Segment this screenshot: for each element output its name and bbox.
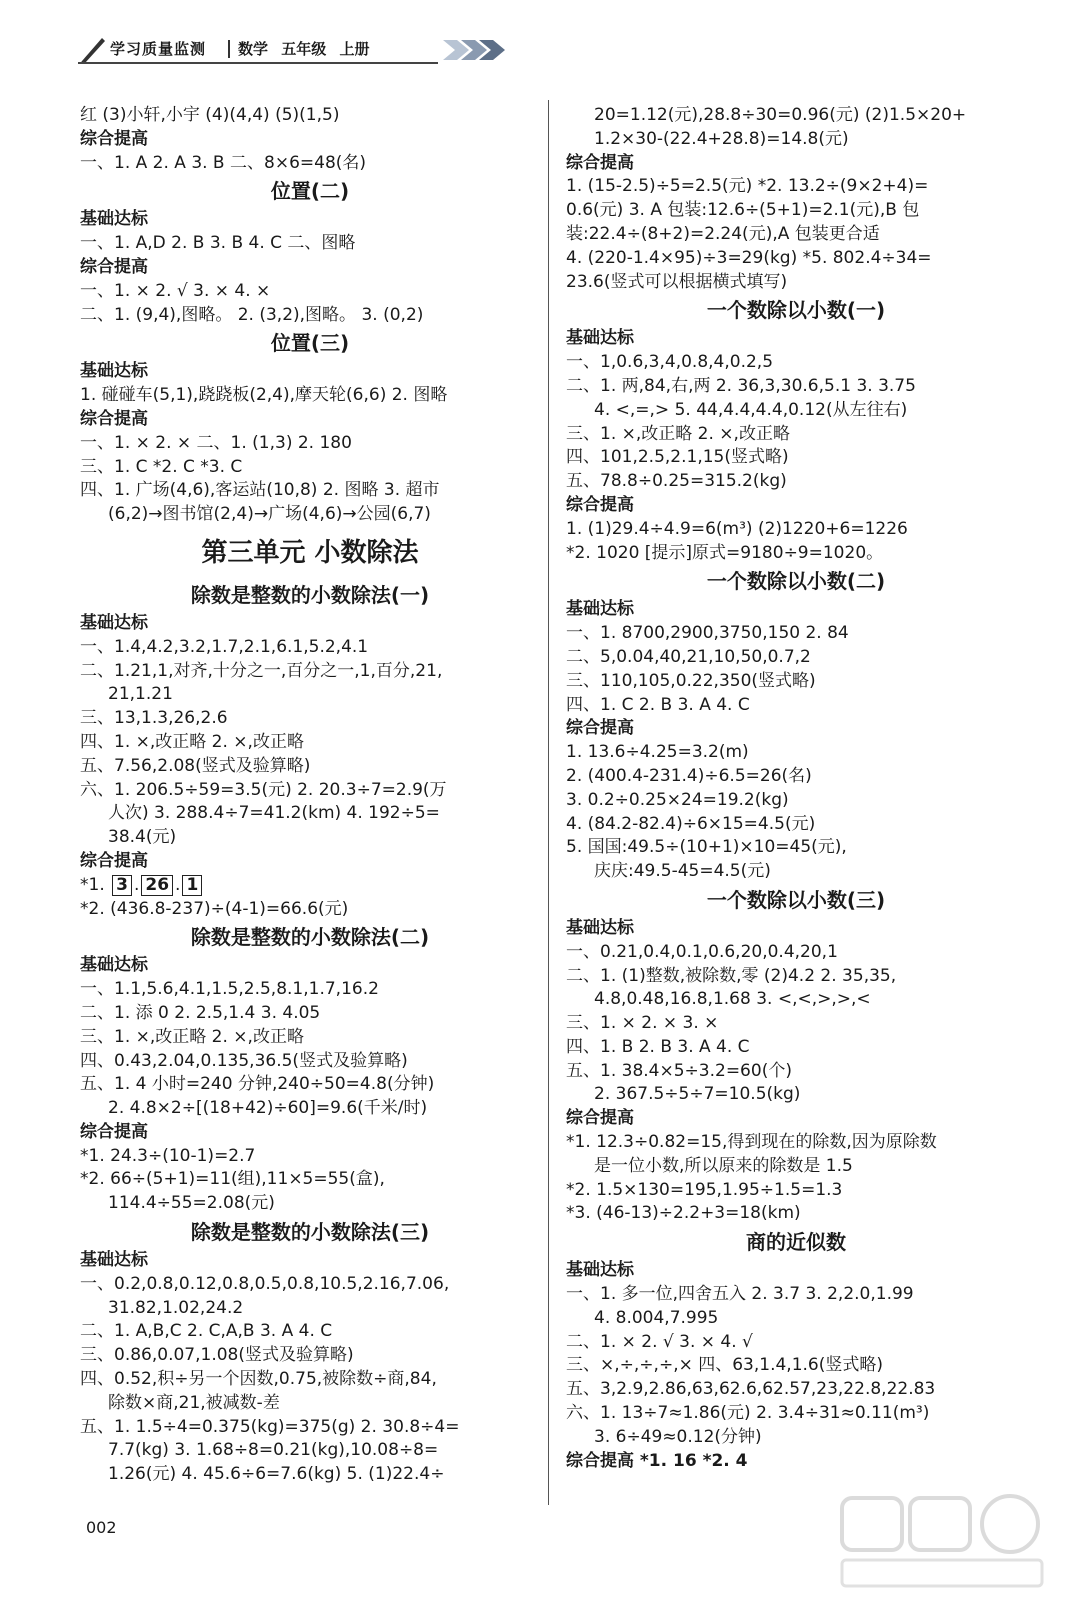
answer-line: 4. (84.2-82.4)÷6×15=4.5(元) <box>566 813 816 834</box>
answer-column-right <box>566 104 1026 1473</box>
answer-line: *2. 1020 [提示]原式=9180÷9=1020。 <box>566 542 884 563</box>
watermark-logo <box>838 1492 1048 1592</box>
answer-line: 二、1. (9,4),图略。 2. (3,2),图略。 3. (0,2) <box>80 304 424 325</box>
answer-line: 1. 13.6÷4.25=3.2(m) <box>566 742 749 763</box>
answer-line: 红 (3)小轩,小宇 (4)(4,4) (5)(1,5) <box>80 105 340 125</box>
answer-line: *3. (46-13)÷2.2+3=18(km) <box>566 1203 801 1224</box>
answer-line: 一、1. 8700,2900,3750,150 2. 84 <box>566 623 849 644</box>
answer-line: 五、3,2.9,2.86,63,62.6,62.57,23,22.8,22.83 <box>566 1379 936 1400</box>
answer-line-continued: 31.82,1.02,24.2 <box>108 1297 244 1318</box>
answer-line: 三、13,1.3,26,2.6 <box>80 708 228 729</box>
answer-line: 1. 碰碰车(5,1),跷跷板(2,4),摩天轮(6,6) 2. 图略 <box>80 385 448 406</box>
answer-line-continued: 3. 6÷49≈0.12(分钟) <box>594 1426 762 1447</box>
section-label: 基础达标 <box>566 1260 634 1281</box>
lesson-title: 一个数除以小数(一) <box>706 298 886 323</box>
answer-line: 二、1. 添 0 2. 2.5,1.4 3. 4.05 <box>80 1002 321 1023</box>
answer-line-continued: 2. 4.8×2÷[(18+42)÷60]=9.6(千米/时) <box>108 1098 428 1119</box>
answer-line: *2. 1.5×130=195,1.95÷1.5=1.3 <box>566 1179 843 1200</box>
answer-box: 1 <box>182 875 202 896</box>
answer-line-continued: 庆庆:49.5-45=4.5(元) <box>594 861 771 882</box>
answer-line: 二、5,0.04,40,21,10,50,0.7,2 <box>566 646 811 667</box>
section-label: 基础达标 <box>566 328 634 349</box>
answer-line: 一、1.1,5.6,4.1,1.5,2.5,8.1,1.7,16.2 <box>80 979 379 1000</box>
answer-line: 四、1. 广场(4,6),客运站(10,8) 2. 图略 3. 超市 <box>80 480 440 501</box>
answer-line: 一、1,0.6,3,4,0.8,4,0.2,5 <box>566 352 774 373</box>
answer-line-continued: 20=1.12(元),28.8÷30=0.96(元) (2)1.5×20+ <box>594 105 967 125</box>
answer-line: 一、1. × 2. × 二、1. (1,3) 2. 180 <box>80 432 352 453</box>
answer-line-continued: 2. 367.5÷5÷7=10.5(kg) <box>594 1084 801 1105</box>
section-label: 综合提高 <box>566 152 634 173</box>
answer-line: 五、7.56,2.08(竖式及验算略) <box>80 755 311 776</box>
answer-line: *1. 24.3÷(10-1)=2.7 <box>80 1145 256 1166</box>
lesson-title: 除数是整数的小数除法(二) <box>190 925 430 950</box>
section-label: 综合提高 <box>566 494 634 515</box>
section-label: 基础达标 <box>80 1250 148 1271</box>
answer-line: 五、1. 38.4×5÷3.2=60(个) <box>566 1060 792 1081</box>
pen-icon <box>78 34 108 64</box>
answer-line: *2. 66÷(5+1)=11(组),11×5=55(盒), <box>80 1169 385 1190</box>
answer-line-continued: 114.4÷55=2.08(元) <box>108 1193 275 1214</box>
decimal-point: . <box>175 874 181 895</box>
answer-line: 4. (220-1.4×95)÷3=29(kg) *5. 802.4÷34= <box>566 247 932 268</box>
chevron-arrows-icon <box>443 38 523 62</box>
answer-line: 三、1. ×,改正略 2. ×,改正略 <box>566 423 790 444</box>
lesson-title: 一个数除以小数(三) <box>706 887 886 912</box>
lesson-title: 一个数除以小数(二) <box>706 569 886 594</box>
decimal-point: . <box>133 874 140 895</box>
answer-line: 一、1.4,4.2,3.2,1.7,2.1,6.1,5.2,4.1 <box>80 636 369 657</box>
answer-box: 26 <box>141 875 173 896</box>
page-number: 002 <box>86 1518 117 1537</box>
answer-line-continued: (6,2)→图书馆(2,4)→广场(4,6)→公园(6,7) <box>108 504 431 525</box>
column-divider <box>548 100 549 1505</box>
boxed-answer-line <box>80 874 540 898</box>
answer-line: 三、×,÷,÷,÷,× 四、63,1.4,1.6(竖式略) <box>566 1355 884 1376</box>
answer-line: 三、1. × 2. × 3. × <box>566 1013 719 1034</box>
answer-line: 三、1. ×,改正略 2. ×,改正略 <box>80 1026 304 1047</box>
answer-line: 2. (400.4-231.4)÷6.5=26(名) <box>566 765 812 786</box>
section-label: 基础达标 <box>80 361 148 382</box>
lesson-title: 商的近似数 <box>746 1230 846 1255</box>
answer-line: 一、0.21,0.4,0.1,0.6,20,0.4,20,1 <box>566 941 838 962</box>
answer-prefix: *1. <box>80 874 111 895</box>
answer-line: *1. 12.3÷0.82=15,得到现在的除数,因为原除数 <box>566 1132 937 1153</box>
answer-line: 五、1. 1.5÷4=0.375(kg)=375(g) 2. 30.8÷4= <box>80 1416 460 1437</box>
answer-line: 0.6(元) 3. A 包装:12.6÷(5+1)=2.1(元),B 包 <box>566 200 920 221</box>
lesson-title: 除数是整数的小数除法(一) <box>190 582 430 607</box>
answer-line: 1. (15-2.5)÷5=2.5(元) *2. 13.2÷(9×2+4)= <box>566 176 929 197</box>
section-label: 综合提高 <box>80 1121 148 1142</box>
series-title: 学习质量监测 <box>110 40 207 58</box>
lesson-title: 位置(三) <box>270 331 350 356</box>
answer-line: 二、1. 两,84,右,两 2. 36,3,30.6,5.1 3. 3.75 <box>566 375 916 396</box>
answer-line: 六、1. 13÷7≈1.86(元) 2. 3.4÷31≈0.11(m³) <box>566 1403 930 1424</box>
header-underline <box>78 62 438 64</box>
answer-line: 三、110,105,0.22,350(竖式略) <box>566 670 816 691</box>
answer-line: 四、0.43,2.04,0.135,36.5(竖式及验算略) <box>80 1050 408 1071</box>
answer-line: 一、0.2,0.8,0.12,0.8,0.5,0.8,10.5,2.16,7.06, <box>80 1273 450 1294</box>
unit-title: 第三单元 小数除法 <box>201 537 419 568</box>
answer-line: 二、1.21,1,对齐,十分之一,百分之一,1,百分,21, <box>80 660 443 681</box>
answer-line: 一、1. A 2. A 3. B 二、8×6=48(名) <box>80 152 367 173</box>
answer-line: 3. 0.2÷0.25×24=19.2(kg) <box>566 789 789 810</box>
lesson-title: 位置(二) <box>270 179 350 204</box>
answer-line-continued: 21,1.21 <box>108 684 173 705</box>
answer-line: 1. (1)29.4÷4.9=6(m³) (2)1220+6=1226 <box>566 518 908 539</box>
section-label: 综合提高 <box>80 850 148 871</box>
answer-line-continued: 人次) 3. 288.4÷7=41.2(km) 4. 192÷5= <box>108 803 440 824</box>
lesson-title: 除数是整数的小数除法(三) <box>190 1220 430 1245</box>
answer-line: 二、1. × 2. √ 3. × 4. √ <box>566 1331 753 1352</box>
section-label: 基础达标 <box>566 917 634 938</box>
answer-line-continued: 1.26(元) 4. 45.6÷6=7.6(kg) 5. (1)22.4÷ <box>108 1464 445 1485</box>
answer-column-left <box>80 104 540 1487</box>
answer-line: 四、1. B 2. B 3. A 4. C <box>566 1036 750 1057</box>
answer-line: 二、1. (1)整数,被除数,零 (2)4.2 2. 35,35, <box>566 965 897 986</box>
section-label: 综合提高 <box>80 256 148 277</box>
section-label: 综合提高 <box>566 1108 634 1129</box>
answer-line: 四、1. C 2. B 3. A 4. C <box>566 694 750 715</box>
answer-line: 二、1. A,B,C 2. C,A,B 3. A 4. C <box>80 1321 333 1342</box>
answer-line-continued: 38.4(元) <box>108 827 177 848</box>
answer-line-continued: 除数×商,21,被减数-差 <box>108 1392 280 1413</box>
answer-line-continued: 7.7(kg) 3. 1.68÷8=0.21(kg),10.08÷8= <box>108 1440 439 1461</box>
section-label: 基础达标 <box>80 955 148 976</box>
page-header <box>78 34 518 66</box>
answer-line: 四、101,2.5,2.1,15(竖式略) <box>566 447 789 468</box>
answer-line: 三、0.86,0.07,1.08(竖式及验算略) <box>80 1345 354 1366</box>
answer-line: 四、0.52,积÷另一个因数,0.75,被除数÷商,84, <box>80 1369 437 1390</box>
section-label: 基础达标 <box>80 612 148 633</box>
section-label: 综合提高 <box>566 718 634 739</box>
answer-line-continued: 是一位小数,所以原来的除数是 1.5 <box>594 1155 853 1176</box>
answer-line: 三、1. C *2. C *3. C <box>80 456 243 477</box>
section-label: 基础达标 <box>566 599 634 620</box>
answer-line: 一、1. A,D 2. B 3. B 4. C 二、图略 <box>80 233 356 254</box>
answer-line: *2. (436.8-237)÷(4-1)=66.6(元) <box>80 898 349 919</box>
answer-line: 装:22.4÷(8+2)=2.24(元),A 包装更合适 <box>566 223 880 244</box>
answer-line: 一、1. 多一位,四舍五入 2. 3.7 3. 2,2.0,1.99 <box>566 1284 914 1305</box>
answer-line: 四、1. ×,改正略 2. ×,改正略 <box>80 731 304 752</box>
answer-box: 3 <box>112 875 132 896</box>
answer-line-continued: 4.8,0.48,16.8,1.68 3. <,<,>,>,< <box>594 989 871 1010</box>
answer-line: 一、1. × 2. √ 3. × 4. × <box>80 280 271 301</box>
answer-line: 五、78.8÷0.25=315.2(kg) <box>566 471 787 492</box>
answer-line-continued: 1.2×30-(22.4+28.8)=14.8(元) <box>594 128 849 149</box>
section-label: 综合提高 <box>80 408 148 429</box>
answer-line: 六、1. 206.5÷59=3.5(元) 2. 20.3÷7=2.9(万 <box>80 779 447 800</box>
header-separator <box>228 40 230 58</box>
answer-line-continued: 4. <,=,> 5. 44,4.4,4.4,0.12(从左往右) <box>594 399 908 420</box>
section-label: 综合提高 <box>80 128 148 149</box>
section-label: 基础达标 <box>80 209 148 230</box>
book-info: 数学 五年级 上册 <box>238 40 370 58</box>
answer-line-continued: 4. 8.004,7.995 <box>594 1307 719 1328</box>
answer-line: 23.6(竖式可以根据横式填写) <box>566 271 788 292</box>
section-label: 综合提高 *1. 16 *2. 4 <box>566 1450 748 1471</box>
answer-line: 五、1. 4 小时=240 分钟,240÷50=4.8(分钟) <box>80 1074 435 1095</box>
answer-line: 5. 国国:49.5÷(10+1)×10=45(元), <box>566 837 847 858</box>
